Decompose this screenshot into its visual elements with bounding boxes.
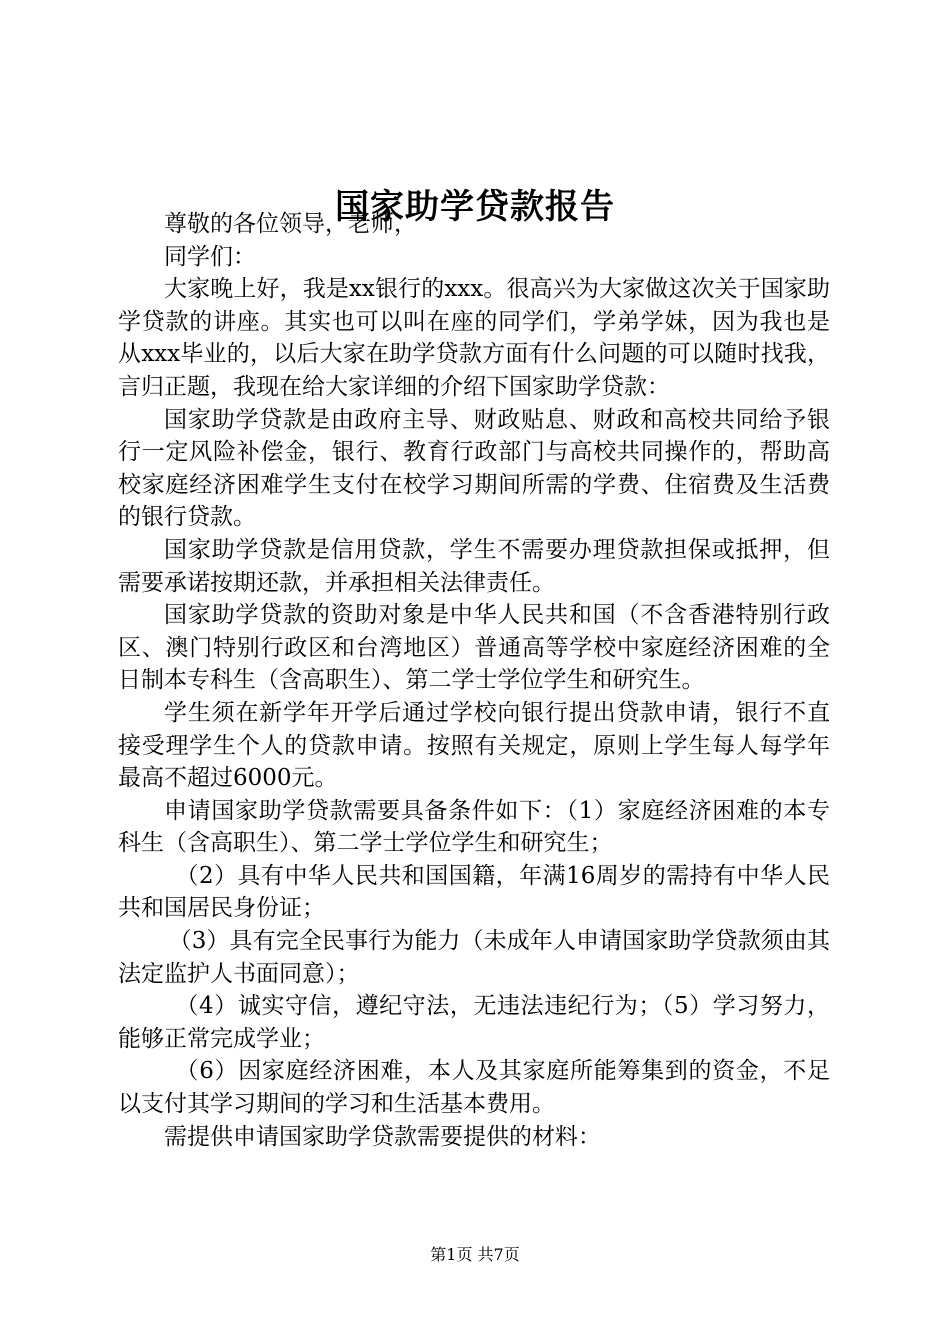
- paragraph-application-process: 学生须在新学年开学后通过学校向银行提出贷款申请，银行不直接受理学生个人的贷款申请。按照有关规定，原则上学生每人每学年最高不超过6000元。: [118, 699, 830, 792]
- paragraph-eligible-targets: 国家助学贷款的资助对象是中华人民共和国（不含香港特别行政区、澳门特别行政区和台湾地区）普通高等学校中家庭经济困难的全日制本专科生（含高职生）、第二学士学位学生和研究生。: [118, 602, 830, 694]
- paragraph-definition: 国家助学贷款是由政府主导、财政贴息、财政和高校共同给予银行一定风险补偿金，银行、教育行政部门与高校共同操作的，帮助高校家庭经济困难学生支付在校学习期间所需的学费、住宿费及生活费的银行贷款。: [118, 406, 830, 531]
- paragraph-salutation-students: 同学们：: [164, 243, 256, 270]
- paragraph-salutation: 尊敬的各位领导，老师，: [164, 211, 417, 237]
- paragraph-credit-loan: 国家助学贷款是信用贷款，学生不需要办理贷款担保或抵押，但需要承诺按期还款，并承担相关法律责任。: [118, 536, 830, 596]
- paragraph-intro: 大家晚上好，我是xx银行的xxx。很高兴为大家做这次关于国家助学贷款的讲座。其实也可以叫在座的同学们，学弟学妹，因为我也是从xxx毕业的，以后大家在助学贷款方面有什么问题的可以随时找我，言归正题，我现在给大家详细的介绍下国家助学贷款：: [118, 276, 830, 400]
- paragraph-materials: 需提供申请国家助学贷款需要提供的材料：: [164, 1123, 601, 1150]
- document-title: 国家助学贷款报告: [335, 187, 615, 227]
- paragraph-condition-2: （2）具有中华人民共和国国籍，年满16周岁的需持有中华人民共和国居民身份证；: [118, 862, 830, 922]
- paragraph-conditions: 申请国家助学贷款需要具备条件如下：（1）家庭经济困难的本专科生（含高职生）、第二学士学位学生和研究生；: [118, 797, 830, 857]
- paragraph-condition-3: （3）具有完全民事行为能力（未成年人申请国家助学贷款须由其法定监护人书面同意）；: [118, 928, 830, 987]
- document-body: [118, 208, 830, 1153]
- paragraph-condition-6: （6）因家庭经济困难，本人及其家庭所能筹集到的资金，不足以支付其学习期间的学习和生活基本费用。: [118, 1058, 830, 1118]
- page-footer: 第1页 共7页: [430, 1245, 520, 1264]
- paragraph-condition-4-5: （4）诚实守信，遵纪守法，无违法违纪行为；（5）学习努力，能够正常完成学业；: [118, 993, 830, 1052]
